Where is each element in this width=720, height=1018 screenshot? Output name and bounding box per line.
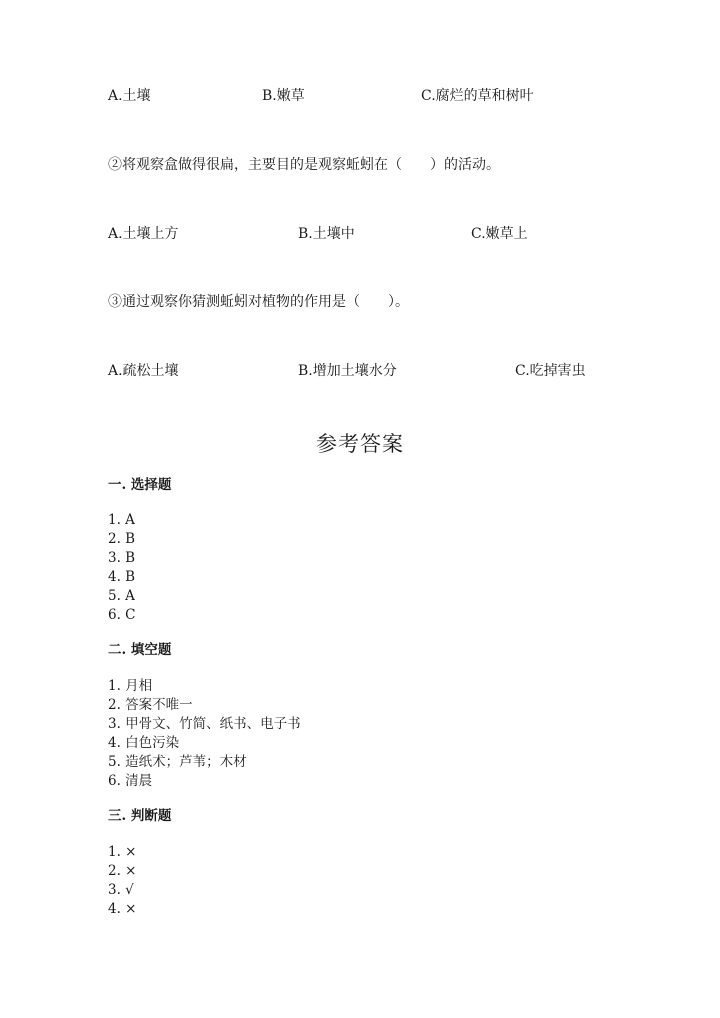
option-q1-a: A.土壤	[108, 88, 151, 104]
section-heading-judge: 三. 判断题	[108, 808, 172, 824]
answer-item: 4. 白色污染	[108, 735, 180, 751]
option-q3-a: A.疏松土壤	[108, 363, 179, 379]
answer-item: 1. ×	[108, 844, 137, 860]
answer-item: 2. 答案不唯一	[108, 697, 193, 713]
answer-item: 2. ×	[108, 863, 137, 879]
answer-item: 3. B	[108, 550, 136, 566]
answer-item: 5. 造纸术；芦苇；木材	[108, 754, 247, 770]
answer-key-title: 参考答案	[316, 432, 404, 456]
answer-item: 3. 甲骨文、竹简、纸书、电子书	[108, 716, 301, 732]
question-3-stem: ③通过观察你猜测蚯蚓对植物的作用是（ ）。	[108, 294, 409, 310]
answer-item: 4. B	[108, 569, 136, 585]
answer-item: 6. 清晨	[108, 773, 153, 789]
answer-item: 5. A	[108, 588, 135, 604]
answer-item: 4. ×	[108, 901, 137, 917]
section-heading-fill: 二. 填空题	[108, 642, 172, 658]
question-2-stem: ②将观察盒做得很扁，主要目的是观察蚯蚓在（ ）的活动。	[108, 157, 500, 173]
option-q1-b: B.嫩草	[262, 88, 305, 104]
option-q2-a: A.土壤上方	[108, 226, 179, 242]
section-heading-choice: 一. 选择题	[108, 477, 172, 493]
answer-item: 1. A	[108, 512, 135, 528]
answer-item: 1. 月相	[108, 678, 153, 694]
option-q2-b: B.土壤中	[298, 226, 355, 242]
answer-item: 3. √	[108, 882, 134, 898]
option-q1-c: C.腐烂的草和树叶	[421, 88, 534, 104]
option-q2-c: C.嫩草上	[471, 226, 528, 242]
answer-item: 6. C	[108, 607, 136, 623]
option-q3-b: B.增加土壤水分	[298, 363, 397, 379]
option-q3-c: C.吃掉害虫	[515, 363, 586, 379]
answer-item: 2. B	[108, 531, 136, 547]
